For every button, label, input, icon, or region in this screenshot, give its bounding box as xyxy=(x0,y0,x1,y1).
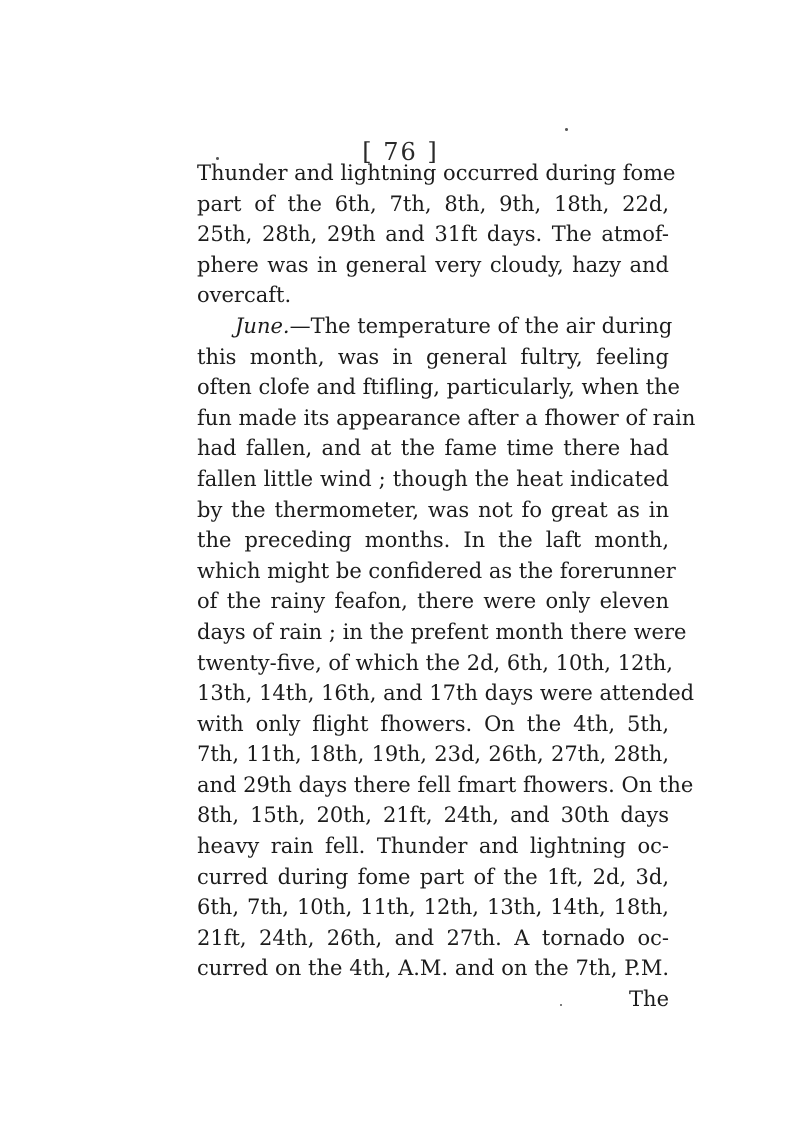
text-line: curred on the 4th, A.M. and on the 7th, P.M. xyxy=(197,956,669,981)
text-line: 21ft, 24th, 26th, and 27th. A tornado oc- xyxy=(197,925,669,950)
text-line: curred during fome part of the 1ft, 2d, 3d, xyxy=(197,864,669,889)
text-line: 25th, 28th, 29th and 31ft days. The atmof- xyxy=(197,222,669,247)
text-line: twenty-five, of which the 2d, 6th, 10th, 12th, xyxy=(197,650,673,675)
text-line: often clofe and ftifling, particularly, when the xyxy=(197,375,680,400)
text-line: 13th, 14th, 16th, and 17th days were attended xyxy=(197,681,695,706)
text-line: 6th, 7th, 10th, 11th, 12th, 13th, 14th, 18th, xyxy=(197,895,669,920)
text-line: overcaft. xyxy=(197,283,292,308)
text-line: and 29th days there fell fmart fhowers. On the xyxy=(197,772,694,797)
text-line: by the thermometer, was not fo great as in xyxy=(197,497,669,522)
body-text xyxy=(197,158,696,1015)
text-line: the preceding months. In the laft month, xyxy=(197,528,669,553)
text-line: had fallen, and at the fame time there had xyxy=(197,436,669,461)
text-line: phere was in general very cloudy, hazy and xyxy=(197,252,669,277)
text-line: part of the 6th, 7th, 8th, 9th, 18th, 22d, xyxy=(197,191,669,216)
text-line: 7th, 11th, 18th, 19th, 23d, 26th, 27th, 28th, xyxy=(197,742,669,767)
ink-speck xyxy=(216,157,219,160)
text-line: Thunder and lightning occurred during fome xyxy=(197,161,676,185)
ink-speck xyxy=(565,128,568,131)
text-line: this month, was in general fultry, feeling xyxy=(197,344,669,369)
text-line: heavy rain fell. Thunder and lightning oc- xyxy=(197,834,669,859)
month-heading: June. xyxy=(235,313,290,338)
text-line-rest: —The temperature of the air during xyxy=(289,313,673,338)
ink-speck xyxy=(560,1004,562,1006)
catchword: The xyxy=(629,987,669,1012)
text-line: with only flight fhowers. On the 4th, 5th, xyxy=(197,711,669,736)
text-line: 8th, 15th, 20th, 21ft, 24th, and 30th days xyxy=(197,803,669,828)
text-line: of the rainy feafon, there were only eleven xyxy=(197,589,669,614)
page-number: [ 76 ] xyxy=(362,138,439,166)
text-line: fallen little wind ; though the heat indicated xyxy=(197,466,669,491)
paragraph-start-line xyxy=(197,311,673,342)
text-line: days of rain ; in the prefent month there were xyxy=(197,619,687,644)
text-line: which might be confidered as the forerunner xyxy=(197,558,676,583)
text-line: fun made its appearance after a fhower of rain xyxy=(197,405,696,430)
